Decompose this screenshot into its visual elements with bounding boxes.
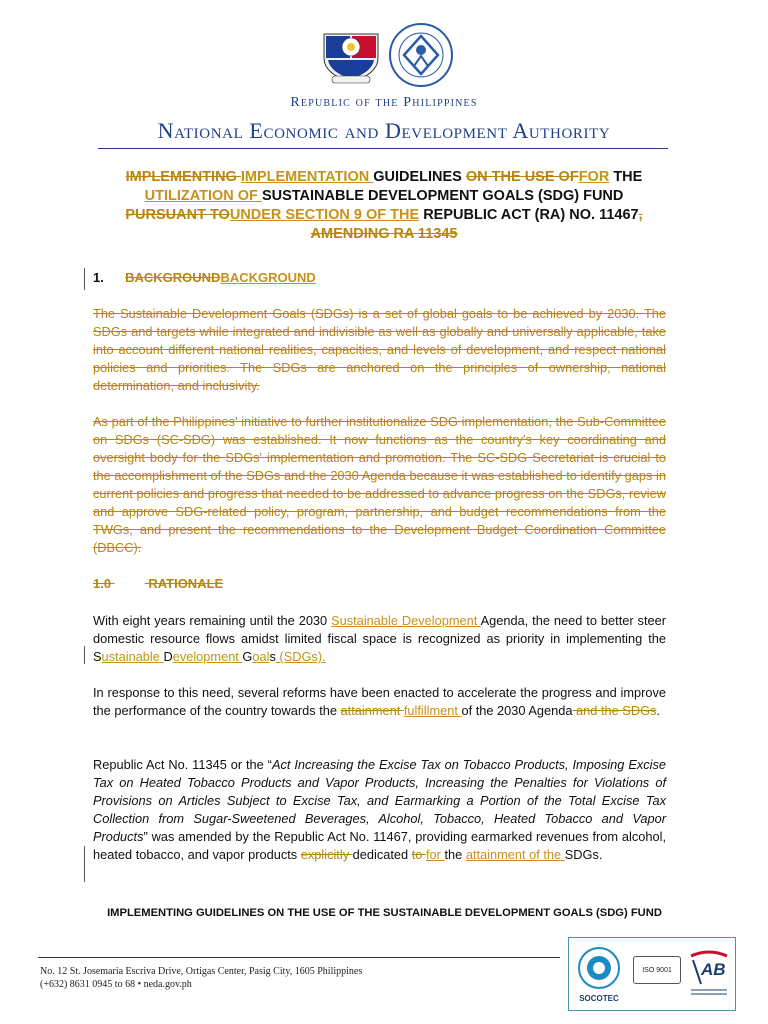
title-deleted-5: AMENDING RA 11345 xyxy=(310,226,458,242)
section-deleted: BACKGROUND xyxy=(125,270,221,285)
change-bar xyxy=(84,846,85,882)
p1-text-e: D xyxy=(163,649,173,664)
p1-inserted-h: oal xyxy=(252,649,270,664)
p1-text-i: s xyxy=(269,649,276,664)
p1-text-c: Agenda, the need to better steer domestic resource flows amidst limited fiscal space is recognized as priority in implementing the S xyxy=(93,613,667,664)
rationale-paragraph-3 xyxy=(93,756,666,864)
philippine-seal-icon xyxy=(318,24,384,86)
p2-text-f: . xyxy=(656,703,660,718)
background-paragraph-2: As part of the Philippines' initiative to further institutionalize SDG implementation, the Sub-Committee on SDGs (SC-SDG) was established. It now functions as the country's key coordinating and oversight body for the SDGs' implementation and promotion. The SC-SDG Secretariat is crucial to the accomplishment of the SDGs and the 2030 Agenda because it was established to identify gaps in current policies and progress that needed to be addressed to advance progress on the SDGs, review and approve SDG-related policy, program, partnership, and budget recommendations from the TWGs, and present the recommendations to the Development Budget Coordination Committee (DBCC). xyxy=(93,414,666,555)
p3-text-a: Republic Act No. 11345 or the “ xyxy=(93,757,272,772)
p3-act-title: Act Increasing the Excise Tax on Tobacco Products, Imposing Excise Tax on Heated Tobacco Products and Vapor Products, Increasing the Penalties for Violations of Provisions on Articles Subject to Excise Tax, and Earmarking a Portion of the Total Excise Tax Collection from Sugar-Sweetened Beverages, Alcohol, Tobacco, Heated Tobacco and Vapor Products xyxy=(93,757,667,844)
title-text-1: GUIDELINES xyxy=(373,169,466,185)
p1-inserted-d: ustainable xyxy=(101,649,164,664)
section-inserted: BACKGROUND xyxy=(220,270,316,285)
ab-label: AB xyxy=(701,960,726,979)
p3-deleted-d: explicitly xyxy=(300,847,353,862)
footer-title: IMPLEMENTING GUIDELINES ON THE USE OF THE SUSTAINABLE DEVELOPMENT GOALS (SDG) FUND xyxy=(107,907,662,919)
change-bar xyxy=(84,268,85,290)
title-inserted-1: IMPLEMENTATION xyxy=(240,169,374,185)
background-paragraph-1: The Sustainable Development Goals (SDGs) is a set of global goals to be achieved by 2030. The SDGs and targets while integrated and indivisible as well as globally and universally applicable, take into account different national realities, capacities, and levels of development, and respect national policies and priorities. The SDGs are anchored on the principles of ownership, national determination, and inclusivity. xyxy=(93,306,666,393)
p2-text-d: of the 2030 Agenda xyxy=(461,703,573,718)
p3-deleted-f: to xyxy=(411,847,426,862)
title-inserted-3: UTILIZATION OF xyxy=(144,188,262,204)
title-deleted-1: IMPLEMENTING xyxy=(125,169,241,185)
section-heading-background xyxy=(93,270,316,285)
footer-address xyxy=(40,965,362,991)
rationale-paragraph-2 xyxy=(93,684,666,720)
title-text-3: SUSTAINABLE DEVELOPMENT GOALS (SDG) FUND xyxy=(261,188,624,204)
neda-seal-icon xyxy=(388,22,454,88)
rationale-number: 1.0 xyxy=(93,576,112,591)
p3-inserted-i: attainment of the xyxy=(465,847,565,862)
section-number: 1. xyxy=(93,270,104,285)
section-heading-rationale xyxy=(93,576,223,591)
footer-rule xyxy=(38,957,560,958)
p2-inserted-c: fulfillment xyxy=(403,703,462,718)
title-text-4: REPUBLIC ACT (RA) NO. 11467 xyxy=(419,207,639,223)
rationale-paragraph-1 xyxy=(93,612,666,666)
socotec-label: SOCOTEC xyxy=(579,994,619,1003)
header-rule xyxy=(98,148,668,149)
document-title xyxy=(95,168,673,244)
contact-line: (+632) 8631 0945 to 68 • neda.gov.ph xyxy=(40,979,192,990)
certification-box xyxy=(568,937,736,1011)
agency-heading: National Economic and Development Authority xyxy=(157,118,611,143)
title-text-2: THE xyxy=(609,169,643,185)
title-deleted-2: ON THE USE OF xyxy=(465,169,579,185)
republic-heading: Republic of the Philippines xyxy=(290,95,478,110)
iso-label: ISO 9001 xyxy=(642,966,672,974)
p2-deleted-b: attainment xyxy=(340,703,404,718)
p1-inserted-b: Sustainable Development xyxy=(331,613,481,628)
title-inserted-2: FOR xyxy=(578,169,610,185)
p1-inserted-f: evelopment xyxy=(172,649,243,664)
title-deleted-4: , xyxy=(638,207,643,223)
address-line: No. 12 St. Josemaria Escriva Drive, Ortigas Center, Pasig City, 1605 Philippines xyxy=(40,966,363,977)
p3-text-h: the xyxy=(444,847,466,862)
p3-inserted-g: for xyxy=(425,847,445,862)
title-inserted-4: UNDER SECTION 9 OF THE xyxy=(229,207,420,223)
p1-text-a: With eight years remaining until the 2030 xyxy=(93,613,332,628)
p1-inserted-j: (SDGs) xyxy=(275,649,323,664)
p1-text-k: . xyxy=(322,649,326,664)
p3-text-e: dedicated xyxy=(352,847,412,862)
iso-badge xyxy=(633,956,681,984)
p2-deleted-e: and the SDGs xyxy=(572,703,657,718)
change-bar xyxy=(84,646,85,664)
p3-text-c: ” was amended by the Republic Act No. 11467, providing earmarked revenues from alcohol, heated tobacco, and vapor products xyxy=(93,829,666,862)
title-deleted-3: PURSUANT TO xyxy=(125,207,230,223)
p2-text-a: In response to this need, several reforms have been enacted to accelerate the progress and improve the performance of the country towards the xyxy=(93,685,666,718)
p3-text-j: SDGs. xyxy=(564,847,603,862)
rationale-label: RATIONALE xyxy=(148,576,224,591)
p1-text-g: G xyxy=(242,649,253,664)
